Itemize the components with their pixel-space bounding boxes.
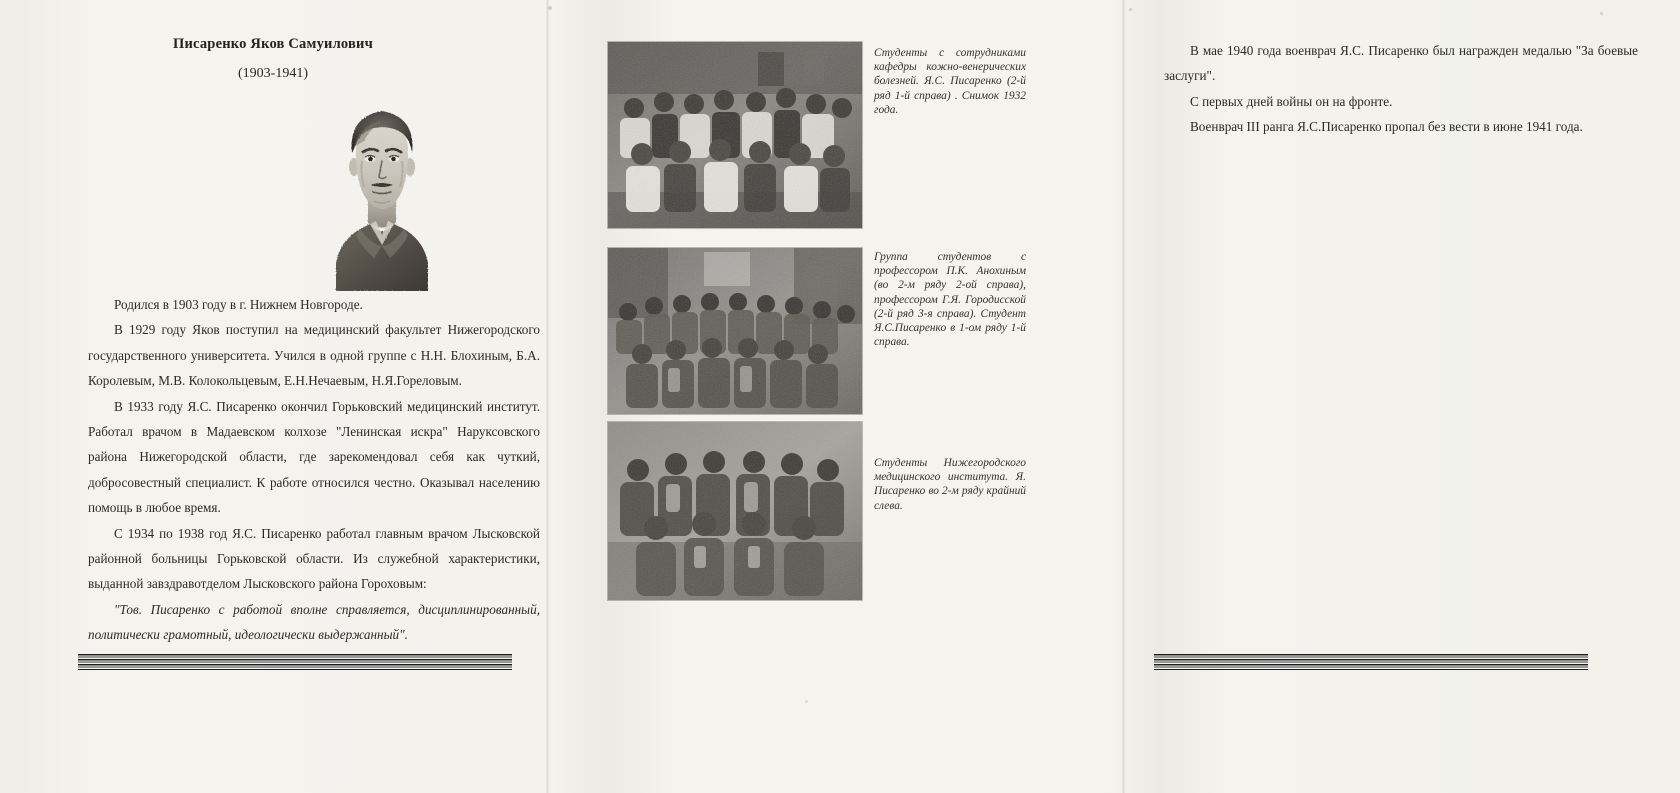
photo-block-1 [608, 42, 1116, 228]
paragraph: С первых дней войны он на фронте. [1190, 93, 1393, 109]
paragraph: В 1929 году Яков поступил на медицинский факультет Нижегородского государственного университета. Учился в одной группе с Н.Н. Блохиным, Б.А. Королевым, М.В. Колокольцевым, Е.Н.Нечаевым, Н.Я.Гореловым. [88, 322, 540, 389]
paragraph: В мае 1940 года военврач Я.С. Писаренко был награжден медалью "За боевые заслуги". [1164, 43, 1638, 84]
life-years: (1903-1941) [238, 66, 308, 81]
portrait-drawing [330, 95, 434, 291]
photo-nizhny-novgorod-medical-institute-students [608, 422, 862, 600]
paragraph: Родился в 1903 году в г. Нижнем Новгороде. [114, 297, 363, 312]
photo-caption-2: Группа студентов с профессором П.К. Анохиным (во 2-м ряду 2-ой справа), профессором Г.Я. Городисской (2-й ряд 3-я справа). Студент Я.С.Писаренко в 1-ом ряду 1-й справа. [874, 251, 1026, 349]
left-page-panel [0, 0, 546, 793]
photo-block-2 [608, 248, 1116, 414]
paragraph: С 1934 по 1938 год Я.С. Писаренко работал главным врачом Лысковской районной больницы Горьковской области. Из служебной характеристики, выданной завздравотделом Лысковского района Гороховым: [88, 525, 540, 592]
photo-block-3 [608, 422, 1116, 600]
photo-students-with-professors [608, 248, 862, 414]
decorative-rule [78, 654, 512, 670]
paragraph: Военврач III ранга Я.С.Писаренко пропал без вести в июне 1941 года. [1190, 119, 1583, 135]
service-record-quote: "Тов. Писаренко с работой вполне справляется, дисциплинированный, политически грамотный, идеологически выдержанный". [88, 601, 540, 643]
photo-students-with-dermatovenereology-staff [608, 42, 862, 228]
left-column-body [88, 292, 540, 673]
page-title: Писаренко Яков Самуилович [173, 36, 373, 52]
photo-caption-3: Студенты Нижегородского медицинского института. Я. Писаренко во 2-м ряду крайний слева. [874, 457, 1026, 512]
center-page-panel [546, 0, 1122, 793]
paragraph: В 1933 году Я.С. Писаренко окончил Горьковский медицинский институт. Работал врачом в Мадаевском колхозе "Ленинская искра" Наруксовского района Нижегородской области, где зарекомендовал себя как чуткий, добросовестный специалист. К работе относился честно. Оказывал населению помощь в любое время. [88, 398, 540, 516]
right-column-body [1164, 38, 1638, 140]
right-page-panel [1122, 0, 1680, 793]
photo-caption-1: Студенты с сотрудниками кафедры кожно-венерических болезней. Я.С. Писаренко (2-й ряд 1-й справа) . Снимок 1932 года. [874, 47, 1026, 116]
